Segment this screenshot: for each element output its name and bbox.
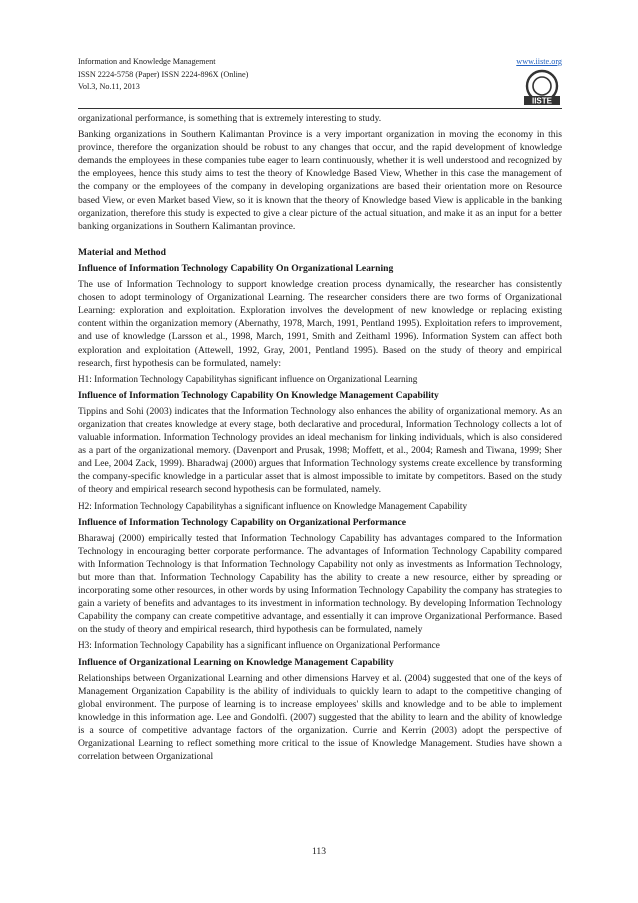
running-header (78, 56, 562, 94)
section-heading: Material and Method (78, 246, 166, 258)
issn-line: ISSN 2224-5758 (Paper) ISSN 2224-896X (Online) (78, 69, 249, 79)
subsection-heading: Influence of Organizational Learning on Knowledge Management Capability (78, 656, 394, 668)
header-divider (78, 108, 562, 109)
subsection-heading: Influence of Information Technology Capability On Organizational Learning (78, 262, 394, 274)
paragraph: Tippins and Sohi (2003) indicates that the Information Technology also enhances the ability of organizational memory. As an organization that creates knowledge at every stage, both declarative and procedural, Information Technology collects a lot of valuable information. Information Technology provides an ideal mechanism for linking individuals, which is also considered as a part of the organizational memory. (Davenport and Prusak, 1998; Moffett, et al., 2004; Ramesh and Tiwana, 1999; Sher and Lee, 2004 Zack, 1999). Bharadwaj (2000) argues that Information Technology systems create excellence by transforming the company-specific knowledge in a particular asset that is almost impossible to imitate by competitors. Based on the study of theory and empirical research second hypothesis can be formulated, namely. (78, 405, 562, 496)
subsection-heading: Influence of Information Technology Capability On Knowledge Management Capability (78, 389, 439, 401)
page-number: 113 (311, 846, 327, 857)
hypothesis-3: H3: Information Technology Capability has a significant influence on Organizational Performance (78, 640, 440, 651)
hypothesis-2: H2: Information Technology Capabilityhas a significant influence on Knowledge Management Capability (78, 500, 468, 511)
subsection-heading: Influence of Information Technology Capability on Organizational Performance (78, 516, 407, 528)
logo-lettering: IISTE (531, 96, 553, 106)
journal-name: Information and Knowledge Management (78, 57, 216, 66)
paragraph: organizational performance, is something that is extremely interesting to study. (78, 113, 382, 124)
paragraph: Relationships between Organizational Learning and other dimensions Harvey et al. (2004) suggested that one of the keys of Management Organization Capability is the ability of individuals to quickly learn to adapt to the competitive changing of global environment. The purpose of learning is to increase employees' skills and knowledge and to be able to implement knowledge in this information age. Lee and Gondolfi. (2007) suggested that the ability to learn and the ability of knowledge is a source of competitive advantage factors of the organization. Currie and Kerrin (2003) adopt the perspective of Organizational Learning to reflect something more critical to the issue of Knowledge Management. Studies have shown a correlation between Organizational (78, 672, 562, 763)
iiste-logo-icon (522, 69, 562, 107)
volume-line: Vol.3, No.11, 2013 (78, 82, 140, 92)
hypothesis-1: H1: Information Technology Capabilityhas significant influence on Organizational Learning (78, 373, 418, 384)
journal-url-link[interactable]: www.iiste.org (516, 57, 562, 66)
article-body (78, 112, 562, 766)
paragraph: Banking organizations in Southern Kalimantan Province is a very important organization in moving the economy in this province, therefore the organization should be robust to any changes that occur, and the rapid development of knowledge demands the employees in these companies tube eager to learn continuously, whether it is well understood and recognized by the employees, hence this study aims to test the theory of Knowledge Based View, Whether in this case the management of the company or the employees of the company in developing organizations are based their orientation more on Resource based View, or even Market based View, so it is known that the theory of Knowledge based View is applicable in the banking organization, therefore this study is expected to give a clear picture of the actual situation, and make it as an input for a better banking organizations in Southern Kalimantan province. (78, 129, 562, 232)
paragraph: The use of Information Technology to support knowledge creation process dynamically, the researcher has consistently chosen to adopt terminology of Organizational Learning. The researcher considers there are two forms of Organizational Learning: exploration and exploitation. Exploration involves the development of new knowledge or replacing existing content within the organization memory (Abernathy, 1978, March, 1991, Pentland 1995). Exploitation refers to improvement, and use of knowledge (Larsson et al., 1998, March, 1991, Smith and Zeithaml 1996). Information System can affect both exploration and exploitation (Attewell, 1992, Gray, 2001, Pentland 1995). Based on the study of theory and empirical research, first hypothesis can be formulated, namely: (78, 279, 562, 369)
paragraph: Bharawaj (2000) empirically tested that Information Technology Capability has advantages compared to the Information Technology in encouraging better corporate performance. The advantages of Information Technology Capability compared with Information Technology is that Information Technology Capability not only as investments as Information Technology, but more than that. Information Technology Capability has the ability to create a new resource, either by spreading or incorporating some other resources, in other words by using Information Technology Capability the company has strategies to gain a variety of benefits and advantages to its investment in information technology. By developing Information Technology Capability the company can create competitive advantage, and essentially it can improve Organizational Performance. Based on the study of theory and empirical research, third hypothesis can be formulated, namely (78, 532, 562, 636)
